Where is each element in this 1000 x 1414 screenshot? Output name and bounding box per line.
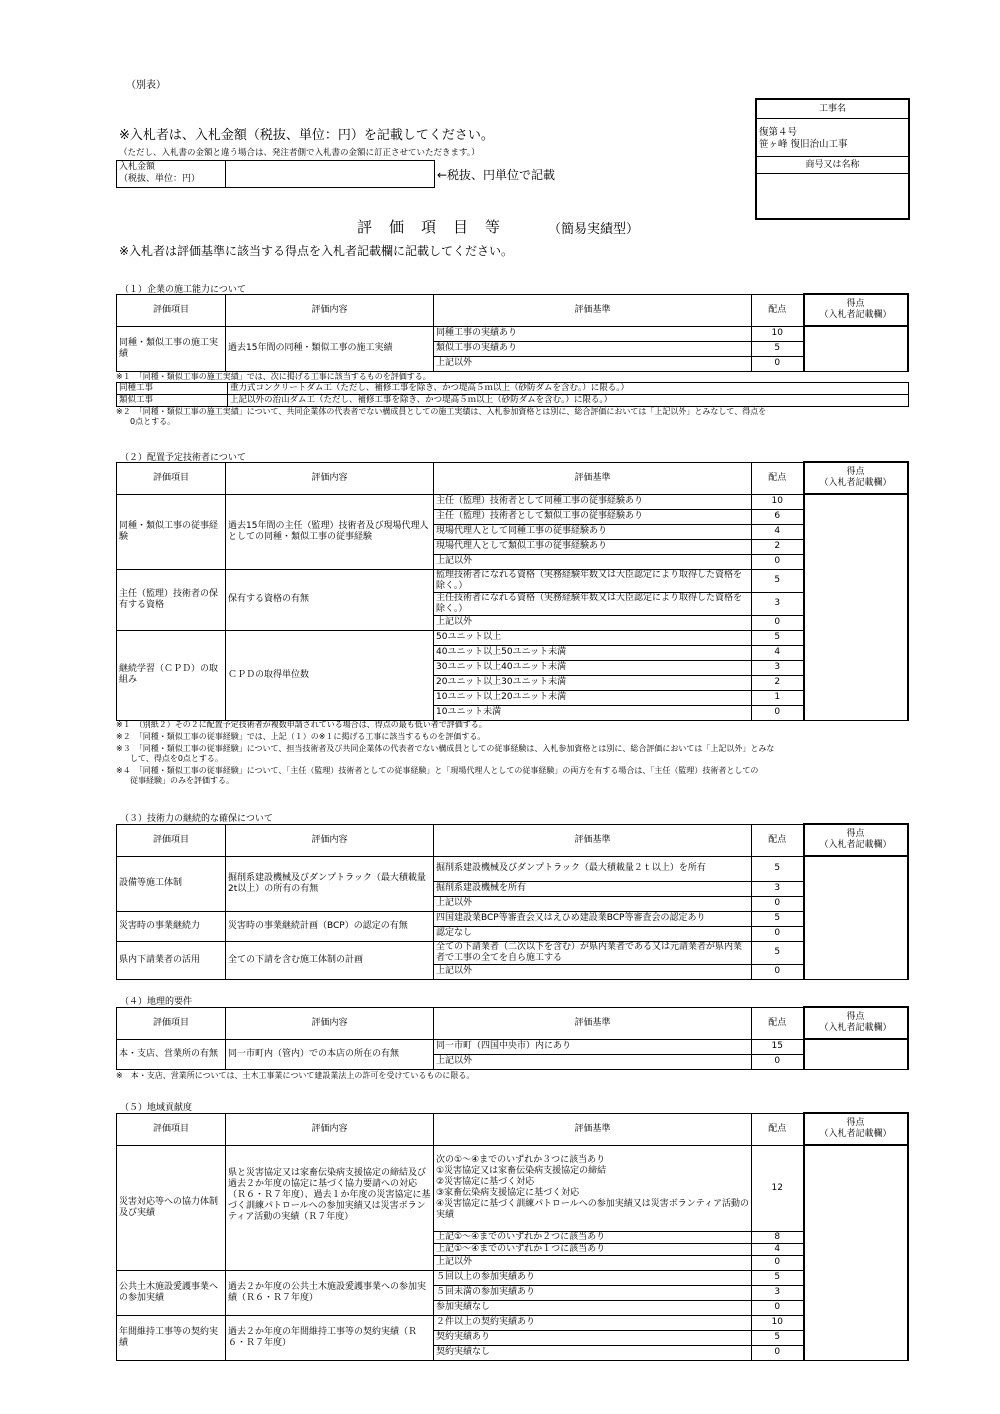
points: 0 bbox=[752, 1054, 804, 1069]
points: 4 bbox=[752, 645, 804, 660]
project-name-label: 工事名 bbox=[757, 100, 908, 119]
score-instruction: ※入札者は評価基準に該当する得点を入札者記載欄に記載してください。 bbox=[119, 244, 514, 258]
criteria: 40ユニット以上50ユニット未満 bbox=[434, 645, 752, 660]
eval-content: 過去15年間の同種・類似工事の施工実績 bbox=[226, 326, 434, 371]
criteria: 現場代理人として類似工事の従事経験あり bbox=[434, 539, 752, 554]
eval-item: 設備等施工体制 bbox=[117, 856, 226, 911]
eval-content: 県と災害協定又は家畜伝染病支援協定の締結及び過去２か年度の協定に基づく協力要請への対応（Ｒ６・Ｒ７年度）、過去１か年度の災害協定に基づく訓練パトロールへの参加実績又は災害ボランティア活動の実績（Ｒ７年度） bbox=[226, 1145, 434, 1270]
criteria: 類似工事の実績あり bbox=[434, 341, 752, 356]
criteria: 参加実績なし bbox=[434, 1300, 752, 1315]
col-content: 評価内容 bbox=[226, 462, 434, 494]
page-subtitle: （簡易実績型） bbox=[548, 222, 640, 237]
score-entry[interactable] bbox=[804, 856, 908, 979]
score-entry[interactable] bbox=[804, 1145, 908, 1360]
eval-content: 掘削系建設機械及びダンプトラック（最大積載量2t以上）の所有の有無 bbox=[226, 856, 434, 911]
bid-amount-field[interactable] bbox=[225, 160, 435, 188]
project-name-line1: 復第４号 bbox=[759, 127, 798, 138]
eval-item: 同種・類似工事の施工実績 bbox=[117, 326, 226, 371]
eval-content: 災害時の事業継続計画（BCP）の認定の有無 bbox=[226, 911, 434, 941]
points: 0 bbox=[752, 356, 804, 371]
bid-amount-unit: （税抜、単位：円） bbox=[119, 174, 201, 184]
criteria: 30ユニット以上40ユニット未満 bbox=[434, 660, 752, 675]
col-criteria: 評価基準 bbox=[434, 294, 752, 326]
score-entry[interactable] bbox=[804, 494, 908, 720]
criteria: 監理技術者になれる資格（実務経験年数又は大臣認定により取得した資格を除く。） bbox=[434, 569, 752, 592]
eval-item: 同種・類似工事の従事経験 bbox=[117, 494, 226, 569]
section1-note2: ※２ 「同種・類似工事の施工実績」について、共同企業体の代表者でない構成員としての施工実績は、入札参加資格とは別に、総合評価においては「上記以外」とみなして、得点を 0点とする。 bbox=[116, 407, 767, 426]
bid-sub-instruction: （ただし、入札書の金額と違う場合は、発注者側で入札書の金額に訂正させていただきます。） bbox=[119, 148, 480, 158]
points: 6 bbox=[752, 509, 804, 524]
project-name-line2: 笹ヶ峰 復旧治山工事 bbox=[759, 139, 848, 150]
criteria: 現場代理人として同種工事の従事経験あり bbox=[434, 524, 752, 539]
criteria: 次の①～④までのいずれか３つに該当あり ①災害協定又は家畜伝染病支援協定の締結 ②災害協定に基づく対応 ③家畜伝染病支援協定に基づく対応 ④災害協定に基づく訓練パトロールへの参加実績又は災害ボランティア活動の実績 bbox=[434, 1145, 752, 1231]
eval-item: 本・支店、営業所の有無 bbox=[117, 1039, 226, 1069]
eval-content: 過去２か年度の公共土木施設愛護事業への参加実績（Ｒ６・Ｒ７年度） bbox=[226, 1270, 434, 1315]
eval-content: 保有する資格の有無 bbox=[226, 569, 434, 630]
company-name-field[interactable] bbox=[757, 174, 908, 214]
col-criteria: 評価基準 bbox=[434, 1113, 752, 1145]
col-content: 評価内容 bbox=[226, 294, 434, 326]
criteria: ２件以上の契約実績あり bbox=[434, 1315, 752, 1330]
points: 5 bbox=[752, 569, 804, 592]
criteria: ５回未満の参加実績あり bbox=[434, 1285, 752, 1300]
col-content: 評価内容 bbox=[226, 1007, 434, 1039]
page-title: 評 価 項 目 等 bbox=[357, 218, 502, 236]
points: 5 bbox=[752, 1270, 804, 1285]
criteria: 同種工事の実績あり bbox=[434, 326, 752, 341]
criteria: 全ての下請業者（二次以下を含む）が県内業者である又は元請業者が県内業者で工事の全てを自ら施工する bbox=[434, 941, 752, 964]
points: 2 bbox=[752, 675, 804, 690]
criteria: 10ユニット未満 bbox=[434, 705, 752, 720]
score-entry[interactable] bbox=[804, 1039, 908, 1069]
eval-content: 同一市町内（管内）での本店の所在の有無 bbox=[226, 1039, 434, 1069]
appendix-label: （別表） bbox=[126, 80, 166, 91]
criteria: 掘削系建設機械及びダンプトラック（最大積載量２ｔ以上）を所有 bbox=[434, 856, 752, 881]
col-criteria: 評価基準 bbox=[434, 462, 752, 494]
col-score: 得点 （入札者記載欄） bbox=[804, 294, 908, 326]
criteria: 20ユニット以上30ユニット未満 bbox=[434, 675, 752, 690]
points: 5 bbox=[752, 1330, 804, 1345]
criteria: ５回以上の参加実績あり bbox=[434, 1270, 752, 1285]
bid-instruction: ※入札者は、入札金額（税抜、単位：円）を記載してください。 bbox=[119, 128, 494, 143]
points: 0 bbox=[752, 1345, 804, 1360]
section4-title: （４）地理的要件 bbox=[120, 997, 193, 1007]
section5-title: （５）地域貢献度 bbox=[120, 1103, 193, 1113]
points: 0 bbox=[752, 896, 804, 911]
definition-same-type: 同種工事 重力式コンクリートダム工（ただし、補修工事を除き、かつ堤高５ｍ以上（砂防ダムを含む。）に限る。） bbox=[116, 382, 909, 395]
points: 15 bbox=[752, 1039, 804, 1054]
col-content: 評価内容 bbox=[226, 824, 434, 856]
eval-item: 公共土木施設愛護事業への参加実績 bbox=[117, 1270, 226, 1315]
col-score: 得点 （入札者記載欄） bbox=[804, 1007, 908, 1039]
criteria: 同一市町（四国中央市）内にあり bbox=[434, 1039, 752, 1054]
points: 3 bbox=[752, 881, 804, 896]
project-info-box bbox=[755, 98, 910, 220]
section1-table bbox=[116, 293, 909, 372]
criteria: 上記以外 bbox=[434, 615, 752, 630]
col-points: 配点 bbox=[752, 294, 804, 326]
criteria: 50ユニット以上 bbox=[434, 630, 752, 645]
bid-amount-hint: ←税抜、円単位で記載 bbox=[437, 168, 556, 182]
bid-amount-label: 入札金額 bbox=[119, 162, 156, 172]
eval-content: 過去15年間の主任（監理）技術者及び現場代理人としての同種・類似工事の従事経験 bbox=[226, 494, 434, 569]
criteria: 主任（監理）技術者として類似工事の従事経験あり bbox=[434, 509, 752, 524]
points: 4 bbox=[752, 1243, 804, 1255]
points: 10 bbox=[752, 326, 804, 341]
project-name bbox=[757, 119, 908, 157]
section2-notes: ※１ （別紙２）その２に配置予定技術者が複数申請されている場合は、得点の最も低い者で評価する。 ※２ 「同種・類似工事の従事経験」では、上記（１）の※１に掲げる工事に該当するものを評価する。 ※３ 「同種・類似工事の従事経験」について、担当技術者及び共同企業体の代表者でない構成員としての従事経験は、入札参加資格とは別に、総合評価においては「上記以外」とみな して、得点を0点とする。 ※４ 「同種・類似工事の従事経験」について、「主任（監理）技術者としての従事経験」と「現場代理人としての従事経験」の両方を有する場合は、「主任（監理）技術者としての 従事経験」のみを評価する。 bbox=[116, 720, 775, 785]
col-points: 配点 bbox=[752, 824, 804, 856]
company-name-label: 商号又は名称 bbox=[757, 157, 908, 174]
section3-table bbox=[116, 823, 909, 980]
bid-amount-label-cell bbox=[116, 160, 226, 188]
points: 3 bbox=[752, 660, 804, 675]
criteria: 上記以外 bbox=[434, 356, 752, 371]
col-score: 得点 （入札者記載欄） bbox=[804, 462, 908, 494]
points: 5 bbox=[752, 341, 804, 356]
section1-note1: ※１ 「同種・類似工事の施工実績」では、次に掲げる工事に該当するものを評価する。 bbox=[116, 372, 431, 381]
criteria: 上記以外 bbox=[434, 896, 752, 911]
col-points: 配点 bbox=[752, 1113, 804, 1145]
points: 8 bbox=[752, 1231, 804, 1243]
criteria: 上記以外 bbox=[434, 554, 752, 569]
eval-item: 災害時の事業継続力 bbox=[117, 911, 226, 941]
section2-title: （２）配置予定技術者について bbox=[120, 453, 246, 463]
points: 0 bbox=[752, 926, 804, 941]
col-item: 評価項目 bbox=[117, 1007, 226, 1039]
criteria: 上記以外 bbox=[434, 964, 752, 979]
eval-content: 全ての下請を含む施工体制の計画 bbox=[226, 941, 434, 979]
points: 5 bbox=[752, 856, 804, 881]
criteria: 契約実績なし bbox=[434, 1345, 752, 1360]
points: 0 bbox=[752, 615, 804, 630]
eval-content: ＣＰＤの取得単位数 bbox=[226, 630, 434, 720]
col-content: 評価内容 bbox=[226, 1113, 434, 1145]
section2-table bbox=[116, 461, 909, 721]
points: 1 bbox=[752, 690, 804, 705]
criteria: 主任（監理）技術者として同種工事の従事経験あり bbox=[434, 494, 752, 509]
criteria: 上記以外 bbox=[434, 1054, 752, 1069]
points: 12 bbox=[752, 1145, 804, 1231]
points: 2 bbox=[752, 539, 804, 554]
points: 5 bbox=[752, 911, 804, 926]
col-points: 配点 bbox=[752, 462, 804, 494]
eval-item: 年間維持工事等の契約実績 bbox=[117, 1315, 226, 1360]
points: 5 bbox=[752, 941, 804, 964]
col-item: 評価項目 bbox=[117, 462, 226, 494]
section3-title: （３）技術力の継続的な確保について bbox=[120, 814, 273, 824]
col-item: 評価項目 bbox=[117, 1113, 226, 1145]
eval-content: 過去２か年度の年間維持工事等の契約実績（Ｒ６・Ｒ７年度） bbox=[226, 1315, 434, 1360]
col-criteria: 評価基準 bbox=[434, 1007, 752, 1039]
criteria: 四国建設業BCP等審査会又はえひめ建設業BCP等審査会の認定あり bbox=[434, 911, 752, 926]
points: 10 bbox=[752, 1315, 804, 1330]
eval-item: 主任（監理）技術者の保有する資格 bbox=[117, 569, 226, 630]
section4-note: ※ 本・支店、営業所については、土木工事業について建設業法上の許可を受けているものに限る。 bbox=[116, 1071, 475, 1080]
col-item: 評価項目 bbox=[117, 824, 226, 856]
criteria: 主任技術者になれる資格（実務経験年数又は大臣認定により取得した資格を除く。） bbox=[434, 592, 752, 615]
points: 10 bbox=[752, 494, 804, 509]
points: 3 bbox=[752, 1285, 804, 1300]
section1-title: （１）企業の施工能力について bbox=[120, 285, 246, 295]
points: 0 bbox=[752, 705, 804, 720]
eval-item: 継続学習（ＣＰＤ）の取組み bbox=[117, 630, 226, 720]
criteria: 10ユニット以上20ユニット未満 bbox=[434, 690, 752, 705]
section5-table bbox=[116, 1112, 909, 1361]
points: 5 bbox=[752, 630, 804, 645]
criteria: 契約実績あり bbox=[434, 1330, 752, 1345]
col-item: 評価項目 bbox=[117, 294, 226, 326]
points: 4 bbox=[752, 524, 804, 539]
criteria: 認定なし bbox=[434, 926, 752, 941]
criteria: 掘削系建設機械を所有 bbox=[434, 881, 752, 896]
col-score: 得点 （入札者記載欄） bbox=[804, 1113, 908, 1145]
criteria: 上記①～④までのいずれか２つに該当あり bbox=[434, 1231, 752, 1243]
points: 3 bbox=[752, 592, 804, 615]
section4-table bbox=[116, 1006, 909, 1070]
col-score: 得点 （入札者記載欄） bbox=[804, 824, 908, 856]
points: 0 bbox=[752, 554, 804, 569]
criteria: 上記①～④までのいずれか１つに該当あり bbox=[434, 1243, 752, 1255]
points: 0 bbox=[752, 1300, 804, 1315]
points: 0 bbox=[752, 1255, 804, 1270]
eval-item: 県内下請業者の活用 bbox=[117, 941, 226, 979]
col-criteria: 評価基準 bbox=[434, 824, 752, 856]
points: 0 bbox=[752, 964, 804, 979]
criteria: 上記以外 bbox=[434, 1255, 752, 1270]
eval-item: 災害対応等への協力体制及び実績 bbox=[117, 1145, 226, 1270]
col-points: 配点 bbox=[752, 1007, 804, 1039]
score-entry[interactable] bbox=[804, 326, 908, 371]
definition-similar-type: 類似工事 上記以外の治山ダム工（ただし、補修工事を除き、かつ堤高５ｍ以上（砂防ダムを含む。）に限る。） bbox=[116, 394, 909, 407]
